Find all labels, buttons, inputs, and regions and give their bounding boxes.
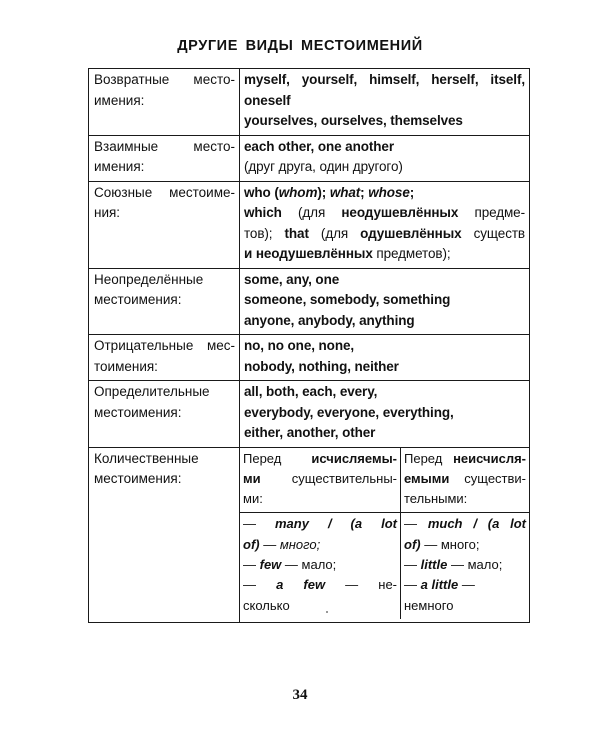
translation: немного bbox=[404, 597, 454, 613]
example-line: either, another, other bbox=[244, 425, 376, 440]
text: (для bbox=[281, 205, 342, 220]
translation: — много; bbox=[259, 536, 321, 552]
row-indefinite bbox=[89, 268, 530, 335]
header-line bbox=[243, 449, 397, 469]
word-whom: whom bbox=[278, 184, 318, 200]
category-conjunctive bbox=[89, 181, 240, 268]
example-line: each other, one another bbox=[244, 138, 394, 154]
word-countable: исчисляемы- bbox=[311, 450, 397, 466]
translation: — много; bbox=[420, 536, 480, 552]
quantitative-examples-row bbox=[240, 513, 529, 619]
word-of: of) bbox=[404, 536, 421, 552]
word-animate: одушевлённых bbox=[360, 225, 462, 241]
examples-reciprocal bbox=[240, 135, 530, 181]
category-label: имения: bbox=[94, 159, 145, 174]
examples-conjunctive bbox=[240, 181, 530, 268]
examples-reflexive bbox=[240, 69, 530, 136]
page-title: ДРУГИЕ ВИДЫ МЕСТОИМЕНИЙ bbox=[177, 38, 423, 54]
word-countable: ми bbox=[243, 470, 261, 486]
category-label: Союзные местоиме- bbox=[94, 184, 235, 200]
example-line: someone, somebody, something bbox=[244, 292, 451, 307]
word-uncountable: емыми bbox=[404, 470, 450, 486]
dash: — bbox=[404, 516, 428, 532]
category-definitive bbox=[89, 381, 240, 448]
examples-negative bbox=[240, 335, 530, 381]
word-a-few: a few bbox=[276, 577, 326, 593]
example-line: some, any, one bbox=[244, 271, 340, 287]
category-label: имения: bbox=[94, 92, 145, 108]
header-line bbox=[404, 469, 526, 489]
word-uncountable: неисчисля- bbox=[453, 450, 526, 466]
text: предметов); bbox=[372, 246, 451, 261]
example-line bbox=[404, 514, 526, 534]
word-many: many / (a lot bbox=[275, 516, 397, 532]
header-uncountable bbox=[401, 448, 530, 513]
text: существ bbox=[461, 225, 525, 241]
header-line bbox=[243, 469, 397, 489]
examples-quantitative bbox=[240, 447, 530, 622]
category-quantitative bbox=[89, 447, 240, 622]
category-label: Количественные bbox=[94, 450, 199, 466]
category-label: Взаимные место- bbox=[94, 138, 235, 154]
row-conjunctive bbox=[89, 181, 530, 268]
example-line bbox=[243, 575, 397, 595]
text: существи- bbox=[449, 470, 526, 486]
example-line bbox=[244, 244, 525, 265]
category-label: местоимения: bbox=[94, 404, 182, 420]
row-reciprocal bbox=[89, 135, 530, 181]
row-negative bbox=[89, 335, 530, 381]
translation: — не- bbox=[325, 577, 398, 593]
category-label: Определительные bbox=[94, 384, 210, 399]
examples-indefinite bbox=[240, 268, 530, 335]
example-line: no, no one, none, bbox=[244, 338, 355, 353]
example-translation: (друг друга, один другого) bbox=[244, 159, 403, 174]
example-line bbox=[243, 555, 397, 575]
examples-countable bbox=[240, 513, 401, 619]
example-line bbox=[404, 575, 526, 595]
row-definitive bbox=[89, 381, 530, 448]
print-speck bbox=[326, 611, 328, 613]
example-line: yourselves, ourselves, themselves bbox=[244, 113, 463, 128]
examples-definitive bbox=[240, 381, 530, 448]
category-label: тоимения: bbox=[94, 358, 158, 374]
word-that: that bbox=[284, 225, 309, 241]
punct: ; bbox=[409, 184, 415, 200]
text: существительны- bbox=[260, 470, 397, 486]
dash: — bbox=[243, 577, 277, 593]
quantitative-header-row bbox=[240, 448, 529, 513]
category-label: Возвратные место- bbox=[94, 72, 235, 87]
example-line: anyone, anybody, anything bbox=[244, 312, 415, 328]
example-line bbox=[404, 535, 526, 555]
punct: ; bbox=[360, 184, 369, 200]
translation: — bbox=[458, 577, 475, 593]
example-line bbox=[244, 203, 525, 224]
word-much: much / (a lot bbox=[427, 516, 526, 532]
word-inanimate: неодушевлённых bbox=[341, 205, 459, 220]
word-of: of) bbox=[243, 536, 260, 552]
header-line: ми: bbox=[243, 491, 263, 507]
example-line bbox=[404, 555, 526, 575]
dash: — bbox=[404, 577, 421, 593]
punct: ); bbox=[317, 184, 330, 200]
category-reciprocal bbox=[89, 135, 240, 181]
dash: — bbox=[243, 516, 275, 532]
pronouns-table bbox=[88, 68, 530, 623]
category-label: Отрицательные мес- bbox=[94, 338, 235, 353]
header-countable bbox=[240, 448, 401, 513]
word-and-inanimate: и неодушевлённых bbox=[244, 246, 373, 261]
example-line bbox=[243, 535, 397, 555]
word-who: who ( bbox=[244, 184, 279, 200]
category-label: Неопределённые bbox=[94, 271, 204, 287]
example-line bbox=[243, 514, 397, 534]
word-little: little bbox=[420, 556, 448, 572]
word-few: few bbox=[259, 556, 282, 572]
dash: — bbox=[404, 556, 421, 572]
page-number: 34 bbox=[292, 687, 308, 703]
example-line: everybody, everyone, everything, bbox=[244, 404, 454, 420]
category-label: местоимения: bbox=[94, 471, 182, 486]
examples-uncountable bbox=[401, 513, 530, 619]
word-which: which bbox=[244, 205, 282, 220]
category-indefinite bbox=[89, 268, 240, 335]
header-line bbox=[404, 449, 526, 469]
category-negative bbox=[89, 335, 240, 381]
example-line: nobody, nothing, neither bbox=[244, 358, 399, 374]
dash: — bbox=[243, 556, 260, 572]
translation: — мало; bbox=[281, 556, 337, 572]
category-reflexive bbox=[89, 69, 240, 136]
example-line: all, both, each, every, bbox=[244, 384, 378, 399]
text: (для bbox=[308, 225, 361, 241]
row-quantitative bbox=[89, 447, 530, 622]
text: Перед bbox=[243, 450, 312, 466]
translation: — мало; bbox=[447, 556, 503, 572]
translation: сколько bbox=[243, 597, 290, 613]
word-a-little: a little bbox=[420, 577, 459, 593]
example-line bbox=[244, 224, 525, 245]
example-line bbox=[244, 183, 525, 204]
word-whose: whose bbox=[368, 184, 410, 200]
example-line: oneself bbox=[244, 92, 291, 108]
category-label: ния: bbox=[94, 205, 121, 220]
text: тов); bbox=[244, 225, 285, 241]
example-line: myself, yourself, himself, herself, itself, bbox=[244, 72, 525, 87]
header-line: тельными: bbox=[404, 491, 468, 507]
word-what: what bbox=[329, 184, 361, 200]
text: предме- bbox=[458, 205, 525, 220]
row-reflexive bbox=[89, 69, 530, 136]
quantitative-subtable bbox=[240, 448, 529, 619]
category-label: местоимения: bbox=[94, 292, 182, 307]
text: Перед bbox=[404, 450, 454, 466]
